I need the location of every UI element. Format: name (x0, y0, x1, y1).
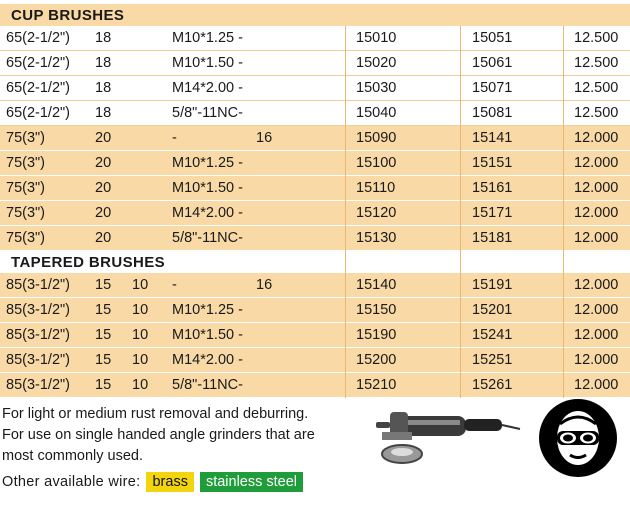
cell-qty: 12.000 (574, 377, 619, 393)
cell-dia: 85(3-1/2") (6, 302, 70, 318)
cell-code2: 15191 (472, 277, 513, 293)
cell-qty: 12.000 (574, 205, 619, 221)
column-divider (563, 26, 564, 398)
wire-options (2, 470, 309, 494)
cell-code2: 15071 (472, 80, 513, 96)
cell-dia: 65(2-1/2") (6, 80, 70, 96)
section-title (0, 251, 630, 273)
cell-dia: 85(3-1/2") (6, 377, 70, 393)
cell-a: 15 (95, 377, 112, 393)
cell-code1: 15210 (356, 377, 397, 393)
cell-b: 10 (132, 327, 149, 343)
cell-qty: 12.500 (574, 80, 619, 96)
safety-goggles-icon (538, 398, 618, 478)
table-row (0, 348, 630, 373)
cell-code1: 15140 (356, 277, 397, 293)
cell-a: 20 (95, 180, 112, 196)
cell-b: 10 (132, 302, 149, 318)
cell-a: 15 (95, 327, 112, 343)
table-row (0, 201, 630, 226)
cell-thread: M10*1.50 - (172, 180, 243, 196)
cell-a: 20 (95, 130, 112, 146)
cell-code1: 15110 (356, 180, 396, 196)
cell-c: 16 (256, 130, 273, 146)
cell-code2: 15241 (472, 327, 513, 343)
cell-a: 18 (95, 55, 112, 71)
angle-grinder-icon (372, 392, 522, 472)
cell-thread: M10*1.25 - (172, 302, 243, 318)
cell-b: 10 (132, 377, 149, 393)
cell-a: 20 (95, 230, 112, 246)
cell-code1: 15030 (356, 80, 397, 96)
cell-thread: M10*1.25 - (172, 155, 243, 171)
cell-qty: 12.000 (574, 327, 619, 343)
cell-a: 18 (95, 30, 112, 46)
cell-code1: 15150 (356, 302, 397, 318)
cell-dia: 85(3-1/2") (6, 277, 70, 293)
table-row (0, 373, 630, 398)
cell-dia: 75(3") (6, 155, 45, 171)
cell-code2: 15051 (472, 30, 513, 46)
cell-code1: 15090 (356, 130, 397, 146)
cell-code2: 15261 (472, 377, 513, 393)
cell-dia: 65(2-1/2") (6, 55, 70, 71)
column-divider (345, 26, 346, 398)
table-row (0, 176, 630, 201)
cell-a: 18 (95, 80, 112, 96)
brass-badge: brass (146, 472, 193, 492)
description (2, 404, 315, 467)
row-divider (0, 397, 630, 398)
table-row (0, 226, 630, 251)
cell-qty: 12.500 (574, 55, 619, 71)
cell-a: 15 (95, 277, 112, 293)
section-title (0, 4, 630, 26)
cell-b: 10 (132, 352, 149, 368)
cell-code2: 15171 (472, 205, 513, 221)
cell-thread: 5/8"-11NC- (172, 105, 243, 121)
cell-code2: 15201 (472, 302, 513, 318)
cell-code2: 15161 (472, 180, 513, 196)
cell-thread: 5/8"-11NC- (172, 230, 243, 246)
table-row (0, 101, 630, 126)
cell-code1: 15010 (356, 30, 397, 46)
table-row (0, 323, 630, 348)
table-row (0, 151, 630, 176)
column-divider (460, 26, 461, 398)
cell-dia: 75(3") (6, 230, 45, 246)
cell-code2: 15081 (472, 105, 513, 121)
table-row (0, 126, 630, 151)
cell-qty: 12.500 (574, 30, 619, 46)
note-line: For light or medium rust removal and deburring. (2, 406, 309, 422)
cell-code1: 15130 (356, 230, 397, 246)
cell-qty: 12.000 (574, 155, 619, 171)
cell-a: 20 (95, 205, 112, 221)
cell-thread: M10*1.50 - (172, 55, 243, 71)
cell-dia: 75(3") (6, 180, 45, 196)
cell-thread: M14*2.00 - (172, 80, 243, 96)
cell-thread: 5/8"-11NC- (172, 377, 243, 393)
note-line: For use on single handed angle grinders that are (2, 427, 315, 443)
cell-thread: M14*2.00 - (172, 205, 243, 221)
cell-a: 15 (95, 302, 112, 318)
cell-code2: 15061 (472, 55, 513, 71)
stainless-steel-badge: stainless steel (200, 472, 303, 492)
cell-code2: 15141 (472, 130, 513, 146)
cell-dia: 85(3-1/2") (6, 327, 70, 343)
cell-qty: 12.500 (574, 105, 619, 121)
section-title-text: CUP BRUSHES (11, 7, 125, 24)
wire-label: Other available wire: (2, 474, 141, 490)
cell-dia: 85(3-1/2") (6, 352, 70, 368)
cell-thread: - (172, 277, 177, 293)
cell-code1: 15190 (356, 327, 397, 343)
table-row (0, 76, 630, 101)
cell-code2: 15251 (472, 352, 513, 368)
table-row (0, 51, 630, 76)
cell-qty: 12.000 (574, 302, 619, 318)
cell-dia: 75(3") (6, 205, 45, 221)
cell-code2: 15181 (472, 230, 513, 246)
cell-qty: 12.000 (574, 130, 619, 146)
cell-qty: 12.000 (574, 277, 619, 293)
cell-dia: 75(3") (6, 130, 45, 146)
cell-code1: 15120 (356, 205, 397, 221)
cell-code1: 15200 (356, 352, 397, 368)
cell-dia: 65(2-1/2") (6, 105, 70, 121)
cell-a: 20 (95, 155, 112, 171)
cell-qty: 12.000 (574, 230, 619, 246)
cell-c: 16 (256, 277, 273, 293)
note-line: most commonly used. (2, 448, 144, 464)
cell-thread: - (172, 130, 177, 146)
cell-qty: 12.000 (574, 352, 619, 368)
cell-thread: M10*1.50 - (172, 327, 243, 343)
table-row (0, 273, 630, 298)
cell-code2: 15151 (472, 155, 513, 171)
cell-a: 18 (95, 105, 112, 121)
cell-code1: 15020 (356, 55, 397, 71)
cell-thread: M10*1.25 - (172, 30, 243, 46)
cell-dia: 65(2-1/2") (6, 30, 70, 46)
table-row (0, 26, 630, 51)
cell-a: 15 (95, 352, 112, 368)
cell-code1: 15100 (356, 155, 397, 171)
table-row (0, 298, 630, 323)
cell-b: 10 (132, 277, 149, 293)
cell-qty: 12.000 (574, 180, 619, 196)
cell-thread: M14*2.00 - (172, 352, 243, 368)
cell-code1: 15040 (356, 105, 397, 121)
section-title-text: TAPERED BRUSHES (11, 254, 166, 271)
